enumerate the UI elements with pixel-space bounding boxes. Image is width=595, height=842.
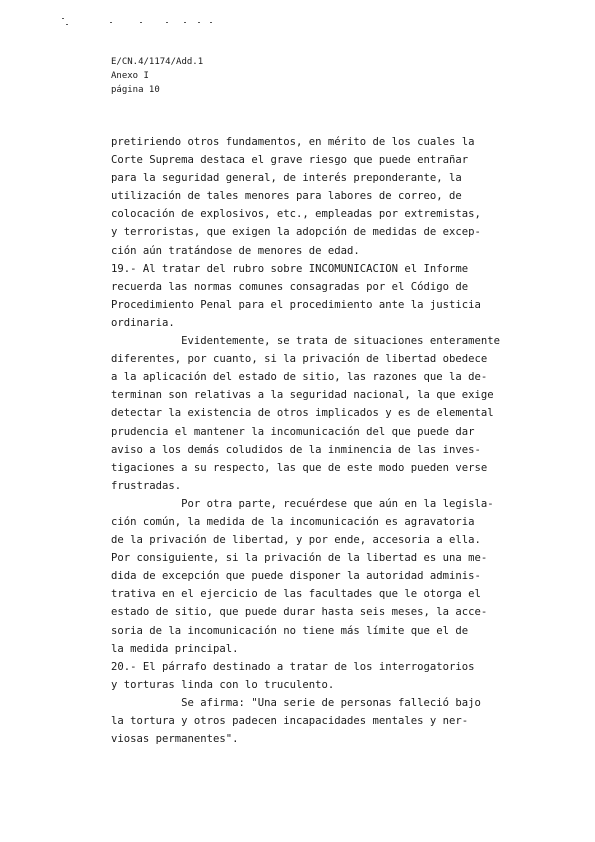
scan-speck xyxy=(198,22,200,23)
text-line: recuerda las normas comunes consagradas por el Código de xyxy=(111,280,469,293)
page-number: página 10 xyxy=(111,85,160,95)
document-symbol: E/CN.4/1174/Add.1 xyxy=(111,57,204,67)
text-line: 20.- El párrafo destinado a tratar de los interrogatorios xyxy=(111,660,475,673)
text-line: ción aún tratándose de menores de edad. xyxy=(111,244,360,257)
text-line: colocación de explosivos, etc., empleadas por extremistas, xyxy=(111,208,481,221)
text-line: a la aplicación del estado de sitio, las razones que la de- xyxy=(111,371,488,384)
text-line: y terroristas, que exigen la adopción de medidas de excep- xyxy=(111,226,481,239)
text-line: frustradas. xyxy=(111,479,182,492)
text-line: utilización de tales menores para labores de correo, de xyxy=(111,190,462,203)
document-header xyxy=(111,55,203,97)
scan-speck xyxy=(184,22,186,23)
text-line: Procedimiento Penal para el procedimiento ante la justicia xyxy=(111,298,481,311)
scan-speck xyxy=(166,22,168,23)
text-line: prudencia el mantener la incomunicación del que puede dar xyxy=(111,425,475,438)
scan-specks xyxy=(62,16,212,26)
text-line: terminan son relativas a la seguridad nacional, la que exige xyxy=(111,389,494,402)
text-line: viosas permanentes". xyxy=(111,733,239,746)
text-line: y torturas linda con lo truculento. xyxy=(111,678,335,691)
scan-speck xyxy=(210,22,212,23)
text-line: soria de la incomunicación no tiene más límite que el de xyxy=(111,624,469,637)
document-body xyxy=(111,133,519,748)
text-line: diferentes, por cuanto, si la privación de libertad obedece xyxy=(111,353,488,366)
text-line: tigaciones a su respecto, las que de este modo pueden verse xyxy=(111,461,488,474)
text-line: la tortura y otros padecen incapacidades mentales y ner- xyxy=(111,715,469,727)
text-line: Corte Suprema destaca el grave riesgo que puede entrañar xyxy=(111,154,469,167)
scan-speck xyxy=(140,22,142,23)
text-line: ordinaria. xyxy=(111,316,175,329)
scan-speck xyxy=(62,18,64,19)
text-line: Por otra parte, recuérdese que aún en la legisla- xyxy=(111,497,494,510)
text-line: 19.- Al tratar del rubro sobre INCOMUNICACION el Informe xyxy=(111,262,469,275)
text-line: aviso a los demás coludidos de la inminencia de las inves- xyxy=(111,443,481,456)
text-line: detectar la existencia de otros implicados y es de elemental xyxy=(111,407,494,420)
text-line: Evidentemente, se trata de situaciones enteramente xyxy=(111,335,501,348)
scan-speck xyxy=(110,22,112,23)
annex-label: Anexo I xyxy=(111,71,149,81)
text-line: estado de sitio, que puede durar hasta seis meses, la acce- xyxy=(111,606,488,619)
text-line: trativa en el ejercicio de las facultades que le otorga el xyxy=(111,588,481,601)
text-line: Por consiguiente, si la privación de la libertad es una me- xyxy=(111,552,488,565)
text-line: dida de excepción que puede disponer la autoridad adminis- xyxy=(111,570,481,583)
text-line: ción común, la medida de la incomunicación es agravatoria xyxy=(111,515,475,528)
text-line: para la seguridad general, de interés preponderante, la xyxy=(111,172,462,185)
text-line: Se afirma: "Una serie de personas falleció bajo xyxy=(111,696,481,709)
text-line: la medida principal. xyxy=(111,642,239,655)
scan-speck xyxy=(66,24,68,25)
text-line: pretiriendo otros fundamentos, en mérito de los cuales la xyxy=(111,136,475,148)
text-line: de la privación de libertad, y por ende, accesoria a ella. xyxy=(111,534,481,547)
